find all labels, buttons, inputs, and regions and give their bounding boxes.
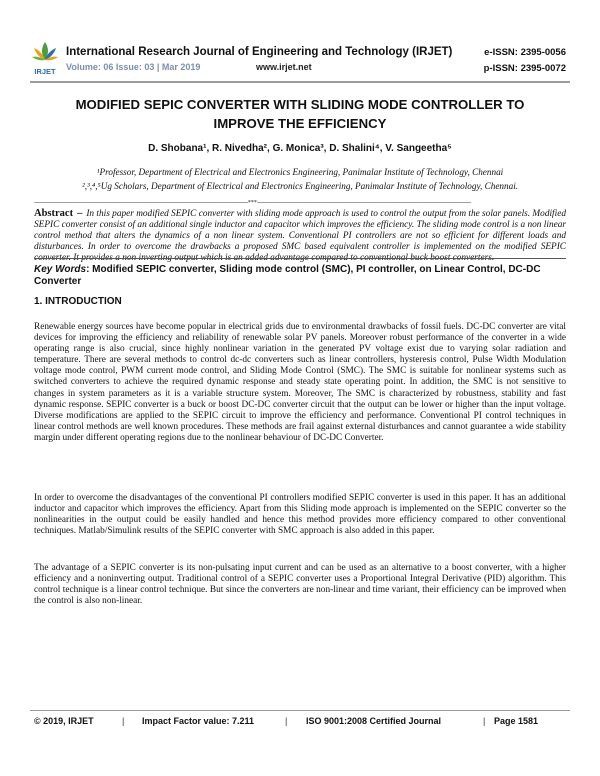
keywords-label: Key Words bbox=[34, 264, 87, 275]
logo-text: IRJET bbox=[34, 67, 56, 76]
abstract bbox=[34, 208, 566, 264]
section-heading-introduction: 1. INTRODUCTION bbox=[34, 296, 122, 307]
footer-rule bbox=[30, 710, 570, 711]
separator-line bbox=[34, 199, 566, 207]
irjet-logo-icon bbox=[30, 40, 60, 78]
journal-website-link[interactable]: www.irjet.net bbox=[256, 62, 312, 72]
footer-divider-2: | bbox=[285, 716, 288, 726]
header-rule bbox=[30, 81, 570, 83]
separator-dashes-2: --------------------------------------------------------------------------------------------------------------------------------------------------------- bbox=[256, 200, 471, 206]
footer-impact-factor: Impact Factor value: 7.211 bbox=[142, 716, 255, 726]
journal-header bbox=[30, 40, 570, 80]
footer-iso: ISO 9001:2008 Certified Journal bbox=[306, 716, 442, 726]
keywords bbox=[34, 264, 566, 288]
keywords-text: : Modified SEPIC converter, Sliding mode control (SMC), PI controller, on Linear Control, DC-DC Converter bbox=[34, 264, 541, 287]
abstract-label: Abstract bbox=[34, 208, 74, 219]
abstract-text: In this paper modified SEPIC converter with sliding mode approach is used to control the output from the solar panels. Modified SEPIC converter consist of an additional single inductor and capacitor which improves the efficiency. The sliding mode control is a non linear control method that alters the dynamics of a non linear system. Conventional PI controllers are not so efficient for different loads and disturbances. In order to overcome the drawbacks a proposed SMC based equivalent controller is implemented on the modified SEPIC converter. It provides a non inverting output which is an added advantage compared to conventional buck boost converters. bbox=[34, 209, 566, 263]
footer-copyright: © 2019, IRJET bbox=[34, 716, 94, 726]
separator-stars: *** bbox=[247, 200, 257, 206]
separator-dashes: --------------------------------------------------------------------------------------------------------------------------------------------------------- bbox=[34, 200, 248, 206]
body-paragraph-1: Renewable energy sources have become popular in electrical grids due to environmental drawbacks of fossil fuels. DC-DC converter are vital devices for improving the efficiency and reliability of renewable solar PV panels. Moreover robust performance of the converter in a wide operating range is also crucial, since highly nonlinear variation in the generated PV voltage exist due to varying solar radiation and temperature. There are several methods to control dc-dc converters such as linear controllers, hysteresis control, Pulse Width Modulation voltage mode control, PWM current mode control, and Sliding Mode Control (SMC). The SMC is suitable for nonlinear systems such as switched converters to achieve the required dynamic response and steady state operating point. In addition, the SMC is not sensitive to changes in system parameters as it is a variable structure system. Moreover, The SMC is characterized by robustness, stability and fast dynamic response. SEPIC converter is a buck or boost DC-DC converter circuit that the output can be lower or higher than the input voltage. Diverse modifications are applied to the SEPIC circuit to improve the efficiency and performance. Conventional PI control techniques in linear control methods are well known procedures. These methods are frail against external disturbances and cannot guarantee a wide stability margin under different operating regions due to the nonlinear behaviour of DC-DC Converter. bbox=[34, 322, 566, 443]
e-issn: e-ISSN: 2395-0056 bbox=[484, 47, 566, 58]
affiliation-2: ²,³,⁴,⁵Ug Scholars, Department of Electrical and Electronics Engineering, Panimalar Institute of Technology, Chennai. bbox=[81, 181, 519, 191]
title-line-1: MODIFIED SEPIC CONVERTER WITH SLIDING MODE CONTROLLER TO bbox=[75, 97, 525, 112]
authors: D. Shobana¹, R. Nivedha², G. Monica³, D. Shalini⁴, V. Sangeetha⁵ bbox=[148, 143, 452, 154]
body-paragraph-2: In order to overcome the disadvantages of the conventional PI controllers modified SEPIC converter is used in this paper. It has an additional inductor and capacitor which improves the efficiency. Apart from this Sliding mode approach is implemented on the SEPIC converter so the nonlinearities in the output could be easily handled and hence this method provides more efficiency compared to other conventional techniques. Matlab/Simulink results of the SEPIC converter with SMC approach is also added in this paper. bbox=[34, 493, 566, 537]
affiliation-1: ¹Professor, Department of Electrical and Electronics Engineering, Panimalar Institute of Technology, Chennai bbox=[96, 167, 504, 177]
page-footer bbox=[30, 712, 570, 728]
abstract-rule bbox=[34, 258, 566, 259]
journal-name: International Research Journal of Engineering and Technology (IRJET) bbox=[66, 46, 453, 58]
footer-divider-3: | bbox=[483, 716, 486, 726]
abstract-separator: – bbox=[77, 208, 83, 219]
footer-divider-1: | bbox=[122, 716, 125, 726]
p-issn: p-ISSN: 2395-0072 bbox=[483, 63, 566, 74]
body-paragraph-3: The advantage of a SEPIC converter is its non-pulsating input current and can be used as an alternative to a boost converter, with a higher efficiency and a noninverting output. Traditional control of a SEPIC converter uses a Proportional Integral Derivative (PID) algorithm. This control technique is a linear control technique. But since the converters are non-linear and time variant, their efficiency can be improved when the control is also non-linear. bbox=[34, 563, 566, 607]
title-line-2: IMPROVE THE EFFICIENCY bbox=[213, 116, 387, 131]
volume-issue: Volume: 06 Issue: 03 | Mar 2019 bbox=[66, 62, 201, 72]
paper-title bbox=[40, 95, 560, 133]
footer-page-number: Page 1581 bbox=[494, 716, 539, 726]
